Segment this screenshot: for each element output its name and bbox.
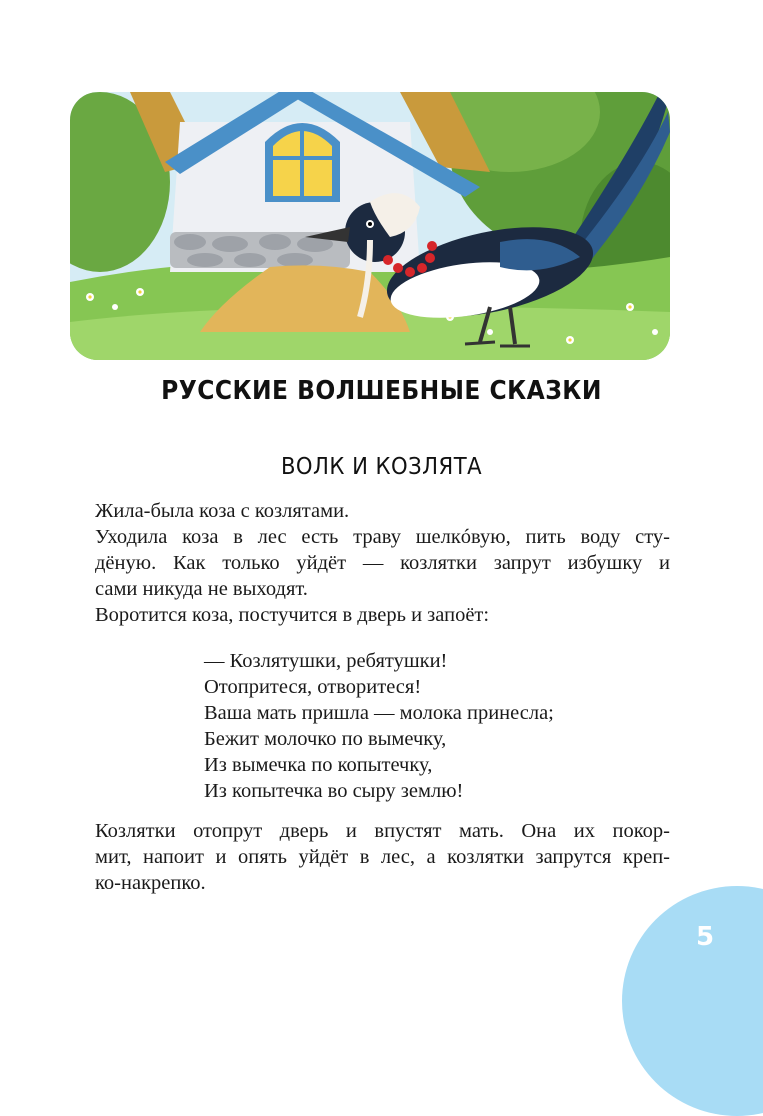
- paragraph-2: [95, 524, 670, 602]
- section-title: РУССКИЕ ВОЛШЕБНЫЕ СКАЗКИ: [161, 376, 602, 406]
- text-line: сами никуда не выходят.: [95, 578, 308, 600]
- text-line: Уходила коза в лес есть траву шелкóвую, пить воду сту-: [95, 526, 670, 548]
- story-continuation: [95, 818, 670, 896]
- text-line: дёную. Как только уйдёт — козлятки запрут избушку и: [95, 552, 670, 574]
- verse-line: — Козлятушки, ребятушки!: [204, 650, 448, 672]
- verse-line: Бежит молочко по вымечку,: [204, 728, 447, 750]
- text-line: ко-накрепко.: [95, 872, 206, 894]
- text-line: Козлятки отопрут дверь и впустят мать. Она их покор-: [95, 820, 670, 842]
- text-line: Жила-была коза с козлятами.: [95, 500, 350, 522]
- magpie-cottage-picture: [70, 92, 670, 360]
- page-number-badge: [622, 886, 763, 1116]
- verse-line: Из вымечка по копытечку,: [204, 754, 433, 776]
- paragraph-1: [95, 498, 670, 524]
- magpie-illustration: [70, 92, 670, 360]
- verse-line: Ваша мать пришла — молока принесла;: [204, 702, 554, 724]
- text-line: мит, напоит и опять уйдёт в лес, а козлятки запрутся креп-: [95, 846, 670, 868]
- paragraph-4: [95, 818, 670, 896]
- verse-line: Отопритеся, отворитеся!: [204, 676, 422, 698]
- story-opening: [95, 498, 670, 628]
- text-line: Воротится коза, постучится в дверь и запоёт:: [95, 604, 490, 626]
- story-title: ВОЛК И КОЗЛЯТА: [280, 454, 483, 480]
- goat-song-verse: [204, 648, 554, 804]
- page-number: 5: [696, 922, 715, 952]
- verse-line: Из копытечка во сыру землю!: [204, 780, 464, 802]
- paragraph-3: [95, 602, 670, 628]
